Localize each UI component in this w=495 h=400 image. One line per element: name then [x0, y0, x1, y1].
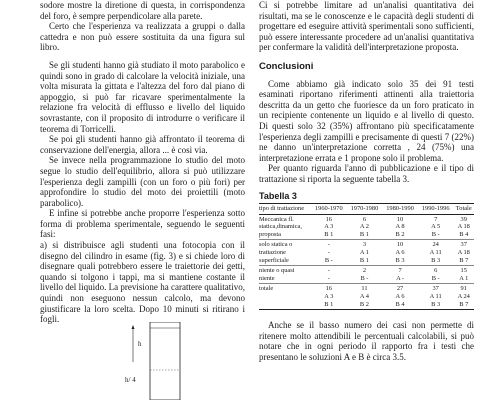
table-3-header: tipo di trattazione — [259, 204, 311, 215]
figure-3-cylinder — [95, 322, 225, 400]
right-column — [259, 0, 474, 363]
left-column — [40, 0, 245, 325]
table-3-header: 1970-1980 — [347, 204, 383, 215]
table-cell-value: - — [327, 241, 330, 249]
table-row-label-line: Meccanica fl. — [259, 215, 294, 223]
table-cell-value: 3 — [362, 241, 367, 249]
table-cell-value: A 18 — [457, 223, 470, 231]
table-cell-value: A 11 — [429, 293, 442, 301]
table-3-header: 1980-1990 — [382, 204, 418, 215]
table-cell-value: 37 — [460, 241, 467, 249]
label-h: h — [138, 340, 142, 348]
table-cell — [382, 214, 418, 240]
table-row-label-line: trattazione — [259, 249, 286, 257]
table-cell-value: B - — [431, 230, 440, 238]
table-cell-value: B 2 — [359, 300, 369, 308]
left-paragraph-2: Se gli studenti hanno già studiato il moto parabolico e quindi sono in grado di calcolare la velocità iniziale, una volta misurata la gittata e l'altezza del foro dal piano di appoggio, si può far ricavare sperimentalmente la relazione fra velocità di efflusso e livello del liquido sovrastante, con il proposito di introdurre o verificare il teorema di Torricelli. — [40, 59, 245, 134]
left-list-item-a: a) si distribuisce agli studenti una fotocopia con il disegno del cilindro in esame (fig. 3) e si chiede loro di disegnare quali potrebbero essere le traiettorie dei getti, quando si tolgono i tappi, ma si mantiene costante il livello del liquido. La previsione ha carattere qualitativo, quindi non eseguono nessun calcolo, ma devono giustificare la loro scelta. Dopo 10 minuti si ritirano i fogli. — [40, 240, 245, 325]
table-cell — [454, 284, 475, 310]
table-3-header: 1990-1996 — [418, 204, 454, 215]
table-cell-value: - — [327, 267, 330, 275]
table-cell-value: 7 — [434, 215, 438, 223]
conclusions-heading: Conclusioni — [259, 60, 314, 72]
table-cell-value: 91 — [460, 285, 467, 293]
left-paragraph-4: Se invece nella programmazione lo studio del moto segue lo studio dell'equilibrio, allora si può utilizzare l'esperienza degli zampilli (con un foro o più fori) per approfondire lo studio del moto dei proiettili (moto parabolico). — [40, 155, 245, 208]
table-row-label — [259, 266, 311, 284]
left-paragraph-0: sodore mostre la diretione di questa, in corrispondenza del foro, è sempre perpendicolare alla parete. — [40, 0, 245, 21]
table-cell-value: B 1 — [359, 230, 369, 238]
table-cell-value: 6 — [434, 267, 438, 275]
table-3-header: Totale — [454, 204, 475, 215]
table-cell — [382, 266, 418, 284]
table-cell-value: A 4 — [359, 293, 369, 301]
table-cell-value: 24 — [432, 241, 439, 249]
table-cell-value: B 3 — [431, 300, 441, 308]
label-h-quarter: h/ 4 — [125, 376, 136, 384]
left-paragraph-1: Certo che l'esperienza va realizzata a gruppi o dalla cattedra e non può essere sostituita da una figura sul libro. — [40, 21, 245, 53]
table-cell — [454, 266, 475, 284]
table-cell — [418, 240, 454, 266]
right-paragraph-0: Ci si potrebbe limitare ad un'analisi quantitativa dei risultati, ma se le conoscenze e le capacità degli studenti di progettare ed eseguire attività sperimentali sono sufficienti, può essere interessante procedere ad un'analisi quantitativa per confermare la validità dell'interpretazione proposta. — [259, 0, 474, 53]
table-3-header-row — [259, 204, 474, 215]
table-cell — [311, 266, 347, 284]
table-row-label-line: niente — [259, 274, 275, 282]
table-cell-value: 11 — [361, 285, 368, 293]
table-cell-value: 10 — [396, 215, 404, 223]
table-cell — [311, 214, 347, 240]
table-cell-value: - — [327, 274, 330, 282]
left-paragraph-5: E infine si potrebbe anche proporre l'esperienza sotto forma di problema sperimentale, seguendo le seguenti fasi: — [40, 208, 245, 240]
table-cell-value: A 3 — [324, 293, 334, 301]
table-cell-value: A 18 — [457, 249, 470, 257]
table-cell-value: 2 — [362, 267, 367, 275]
table-cell-value: B 4 — [459, 230, 469, 238]
table-cell-value: A 5 — [431, 223, 441, 231]
table-row — [259, 214, 474, 240]
table-3-title: Tabella 3 — [259, 190, 297, 201]
table-cell-value: B - — [360, 274, 369, 282]
table-cell-value: B 4 — [395, 300, 405, 308]
right-paragraph-1: Come abbiamo già indicato solo 35 dei 91 testi esaminati riportano riferimenti attinenti alla traiettoria descritta da un getto che fuoriesce da un foro praticato in un recipiente contenente un liquido e al livello di questo. Di questi solo 32 (35%) affrontano più specificatamente l'esperienza degli zampilli e precisamente di questi 7 (22%) ne danno un'interpretazione corretta , 24 (75%) una interpretazione errata e 1 propone solo il problema. — [259, 78, 474, 163]
table-cell-value: B - — [324, 256, 333, 264]
table-cell-value: 6 — [362, 215, 367, 223]
table-row-label-line: superficiale — [259, 256, 289, 264]
table-cell-value: 39 — [460, 215, 467, 223]
table-cell-value: 16 — [325, 215, 332, 223]
table-row-label-line: proposta — [259, 230, 282, 238]
table-row-label — [259, 284, 311, 310]
table-cell-value: A 24 — [457, 293, 470, 301]
table-row-label-line: solo statica o — [259, 241, 293, 249]
table-cell — [347, 214, 383, 240]
table-cell-value: A 8 — [395, 223, 405, 231]
table-cell-value: A 2 — [359, 223, 369, 231]
right-paragraph-2: Per quanto riguarda l'anno di pubblicazione e il tipo di trattazione si riporta la seguente tabella 3. — [259, 163, 474, 184]
table-cell-value: A 3 — [324, 223, 334, 231]
table-cell-value: A 6 — [395, 249, 405, 257]
table-cell — [347, 284, 383, 310]
right-paragraph-3: Anche se il basso numero dei casi non permette di ritenere molto attendibili le percentuali calcolabili, si può notare che in ogni periodo il rapporto fra i testi che presentano le soluzioni A e B è circa 3.5. — [259, 320, 474, 362]
table-cell-value: 37 — [432, 285, 439, 293]
table-cell-value: B 3 — [395, 256, 405, 264]
table-cell — [454, 214, 475, 240]
table-cell-value: B 1 — [324, 230, 334, 238]
table-cell-value: A 1 — [459, 274, 469, 282]
table-row-label — [259, 240, 311, 266]
table-cell-value: B 1 — [359, 256, 369, 264]
table-3 — [259, 203, 474, 310]
table-3-header: 1960-1970 — [311, 204, 347, 215]
table-cell — [311, 240, 347, 266]
table-row-label-line: statica,dinamica, — [259, 223, 302, 231]
table-cell — [418, 266, 454, 284]
table-cell-value: B 7 — [459, 256, 469, 264]
table-row-label-line: niente o quasi — [259, 267, 295, 275]
table-row — [259, 284, 474, 310]
table-row-label-line: totale — [259, 285, 274, 293]
table-cell — [347, 240, 383, 266]
table-cell — [347, 266, 383, 284]
table-row-label — [259, 214, 311, 240]
table-cell-value: 16 — [325, 285, 332, 293]
table-cell-value: 10 — [396, 241, 404, 249]
table-cell — [418, 284, 454, 310]
table-row — [259, 240, 474, 266]
table-cell-value: B 7 — [459, 300, 469, 308]
table-cell — [382, 284, 418, 310]
table-cell-value: B 1 — [324, 300, 334, 308]
table-cell-value: 15 — [460, 267, 467, 275]
table-cell-value: A 1 — [359, 249, 369, 257]
table-cell-value: 7 — [398, 267, 402, 275]
table-cell-value: - — [327, 249, 330, 257]
table-cell — [454, 240, 475, 266]
table-cell — [311, 284, 347, 310]
table-cell — [382, 240, 418, 266]
table-row — [259, 266, 474, 284]
table-cell-value: B 3 — [431, 256, 441, 264]
table-cell-value: A 11 — [429, 249, 442, 257]
table-cell — [418, 214, 454, 240]
table-cell-value: B - — [431, 274, 440, 282]
table-cell-value: A - — [396, 274, 405, 282]
left-paragraph-3: Se poi gli studenti hanno già affrontato il teorema di conservazione dell'energia, allora ... è così via. — [40, 134, 245, 155]
table-cell-value: A 6 — [395, 293, 405, 301]
table-cell-value: 27 — [396, 285, 404, 293]
table-cell-value: B 2 — [395, 230, 405, 238]
